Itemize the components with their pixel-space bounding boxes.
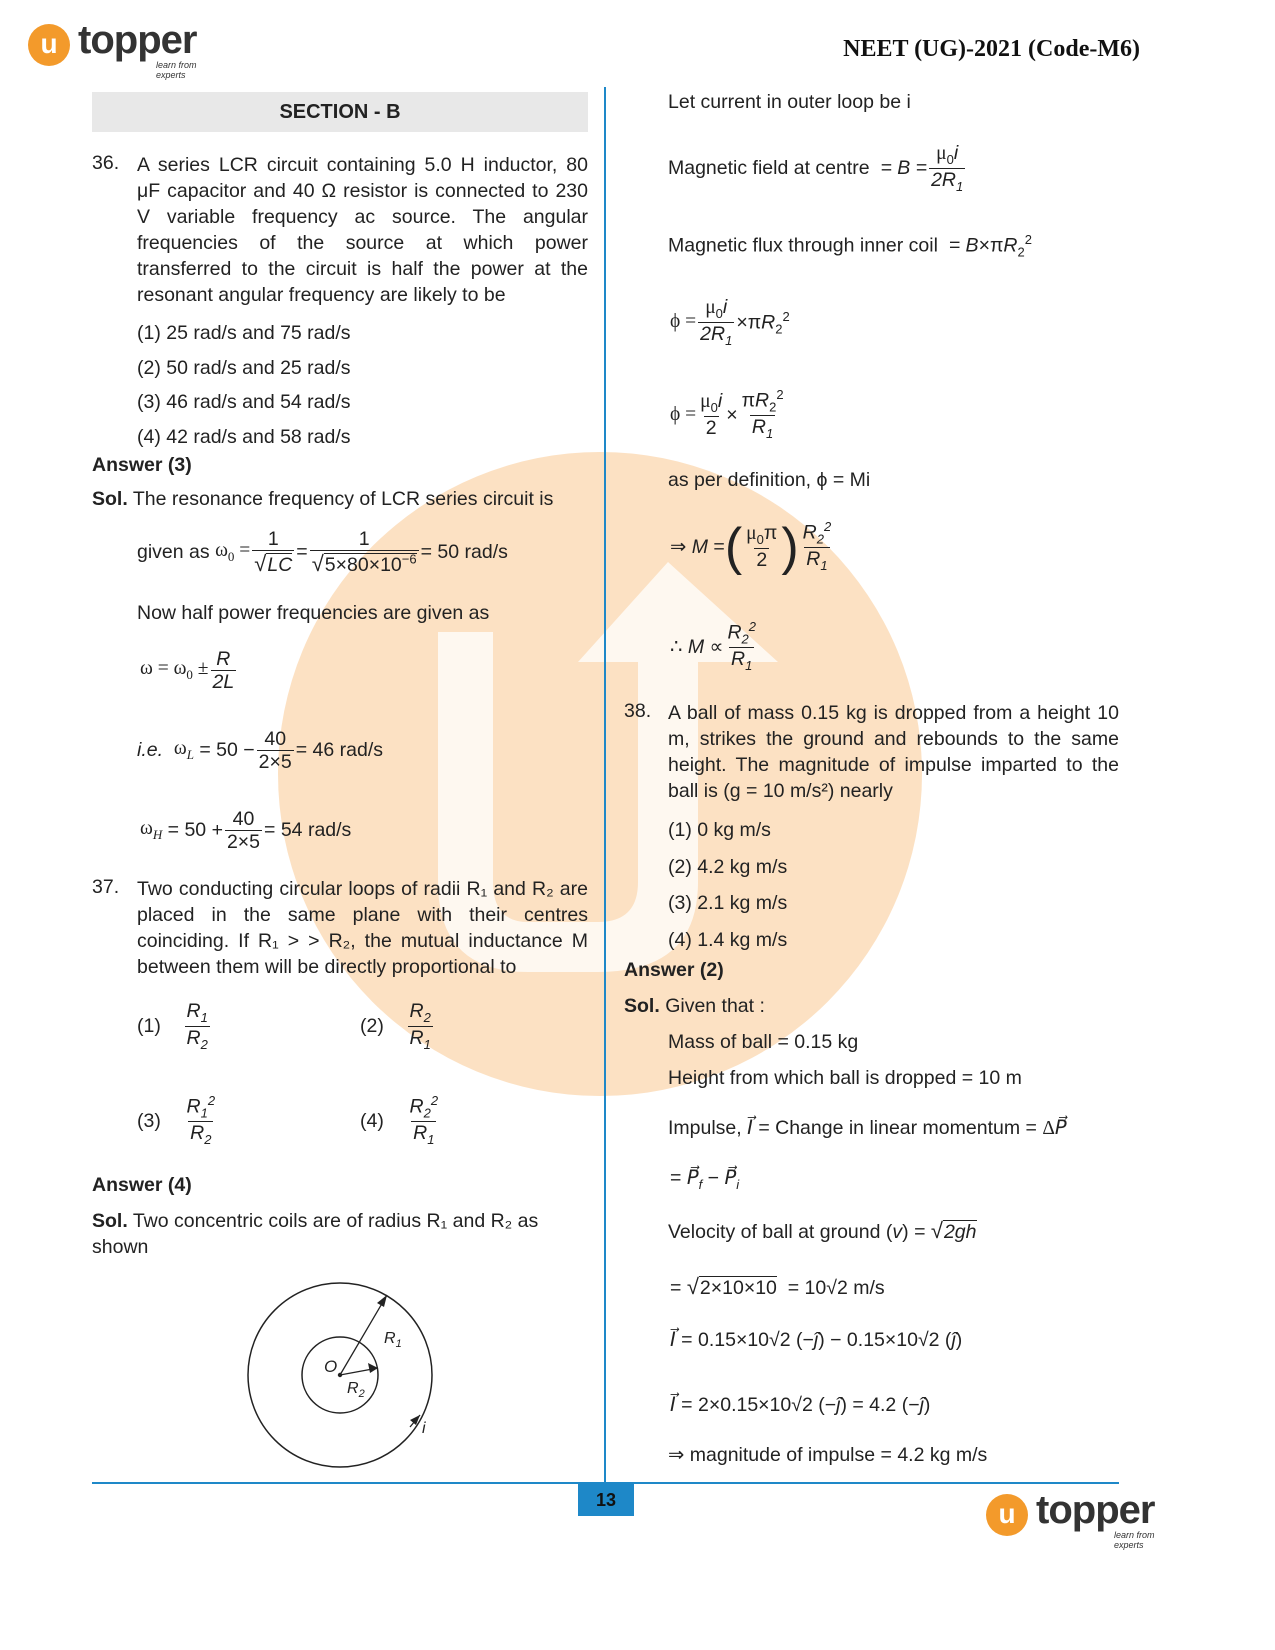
footer-logo-tagline: learn from experts: [1114, 1530, 1155, 1550]
q37-option-2[interactable]: (2) $\frac{R_2}{R_1}$: [360, 1000, 431, 1052]
q36-sol: [92, 488, 553, 511]
q38-options: [668, 812, 787, 958]
r2-label: $R_2$: [347, 1380, 365, 1400]
q38-sol: [624, 995, 765, 1018]
sol-label: Sol.: [92, 488, 128, 510]
q37-proportional: ∴ M ∝ $\frac{R_2^2}{R_1}$: [670, 619, 756, 674]
logo-tagline: learn from experts: [156, 60, 197, 80]
column-divider: [604, 87, 606, 1492]
r1-label: $R_1$: [384, 1330, 402, 1350]
q38-number: 38.: [624, 700, 652, 722]
q37-definition: as per definition, ϕ = Mi: [668, 469, 871, 491]
q38-option-1[interactable]: (1) 0 kg m/s: [668, 819, 771, 841]
q36-text: A series LCR circuit containing 5.0 H inductor, 80 μF capacitor and 40 Ω resistor is connected to 230 V variable frequency ac source. The angular frequencies of the source at which power transferred to the circuit is half the power at the resonant angular frequency are likely to be: [137, 154, 588, 306]
exam-title: NEET (UG)-2021 (Code-M6): [843, 36, 1140, 62]
q37-phi2: ϕ = $\frac{\mu_0i}{2}$ × $\frac{\pi R_2^2}{R_1}$: [670, 387, 784, 442]
q38-answer: Answer (2): [624, 959, 724, 981]
q36-option-1[interactable]: (1) 25 rad/s and 75 rad/s: [137, 322, 351, 344]
q37-phi1: ϕ = $\frac{\mu_0i}{2R_1}$ $\times\pi R_2^2$: [670, 296, 790, 348]
q36-omegaL: i.e. $\omega_L$ = 50 − $\frac{40}{2\times 5}$ = 46 rad/s: [137, 728, 383, 774]
current-label: i: [422, 1420, 426, 1437]
q36-number: 36.: [92, 152, 120, 174]
q38-impulse-calc2: I⃗ = 2×0.15×10√2 (−ĵ) = 4.2 (−ĵ): [670, 1394, 931, 1416]
q37-option-4[interactable]: (4) $\frac{R_2^2}{R_1}$: [360, 1093, 439, 1148]
q36-omegaH: $\omega_H$ = 50 + $\frac{40}{2\times 5}$ = 54 rad/s: [140, 808, 352, 854]
sol-label: Sol.: [92, 1210, 128, 1232]
header-logo: [28, 18, 228, 80]
q37-option-3[interactable]: (3) $\frac{R_1^2}{R_2}$: [137, 1093, 216, 1148]
q38-final: ⇒ magnitude of impulse = 4.2 kg m/s: [668, 1444, 988, 1466]
q36-omega0-formula: given as $\omega_0$ = $\frac{1}{√LC}$ = $\frac{1}{√5\times 80\times 10^{-6}}$ = 50 rad/s: [137, 528, 508, 577]
q37-field: Magnetic field at centre = B = $\frac{\mu_0i}{2R_1}$: [668, 142, 964, 194]
q37-option-1[interactable]: (1) $\frac{R_1}{R_2}$: [137, 1000, 208, 1052]
concentric-coils-diagram: [240, 1275, 440, 1475]
q38-impulse-calc1: I⃗ = 0.15×10√2 (−ĵ) − 0.15×10√2 (ĵ): [670, 1329, 963, 1351]
sol-label: Sol.: [624, 995, 660, 1017]
q37-text: Two conducting circular loops of radii R₁ and R₂ are placed in the same plane with their centres coinciding. If R₁ > > R₂, the mutual inductance M between them will be directly proportional to: [137, 878, 588, 978]
q37-current-line: Let current in outer loop be i: [668, 91, 911, 113]
q36-option-4[interactable]: (4) 42 rad/s and 58 rad/s: [137, 425, 351, 448]
q36-options: [137, 316, 351, 454]
q36-option-3[interactable]: (3) 46 rad/s and 54 rad/s: [137, 391, 351, 413]
q38-momentum-diff: = $P⃗_f$ − $P⃗_i$: [670, 1167, 740, 1192]
logo-icon: u: [28, 24, 70, 66]
q38-option-2[interactable]: (2) 4.2 kg m/s: [668, 855, 788, 878]
footer-logo: [986, 1488, 1176, 1550]
q37-flux: Magnetic flux through inner coil = $B\times\pi R_2^2$: [668, 232, 1032, 260]
q38-option-3[interactable]: (3) 2.1 kg m/s: [668, 892, 788, 914]
q36-omega-formula: $\omega = \omega_0$ ± $\frac{R}{2L}$: [140, 648, 235, 694]
centre-label: O: [324, 1357, 338, 1376]
page-number: 13: [578, 1484, 634, 1516]
q36-option-2[interactable]: (2) 50 rad/s and 25 rad/s: [137, 356, 351, 379]
sol-given: Given that :: [665, 995, 765, 1017]
footer-logo-text: topper: [1036, 1488, 1155, 1532]
q38-text: A ball of mass 0.15 kg is dropped from a height 10 m, strikes the ground and rebounds to the same height. The magnitude of impulse imparted to the ball is (g = 10 m/s²) nearly: [668, 702, 1119, 802]
q38-impulse: Impulse, I⃗ = Change in linear momentum = ΔP⃗: [668, 1117, 1067, 1139]
q37-M-formula: ⇒ M = ( $\frac{\mu_0\pi}{2}$ ) $\frac{R_2^2}{R_1}$: [670, 518, 832, 577]
q38-mass: Mass of ball = 0.15 kg: [668, 1031, 859, 1053]
q37-answer: Answer (4): [92, 1174, 192, 1196]
q37-number: 37.: [92, 876, 120, 898]
q37-sol: [92, 1208, 562, 1260]
section-title: SECTION - B: [92, 92, 588, 132]
q38-velocity: Velocity of ball at ground (v) = √2gh: [668, 1218, 977, 1243]
logo-text: topper: [78, 18, 197, 62]
q36-half-power: Now half power frequencies are given as: [137, 602, 490, 624]
q36-answer: Answer (3): [92, 454, 192, 476]
q38-option-4[interactable]: (4) 1.4 kg m/s: [668, 928, 788, 951]
sol-text: The resonance frequency of LCR series circuit is: [132, 488, 554, 510]
q38-velocity-value: = √2×10×10 = 10√2 m/s: [670, 1274, 885, 1299]
sol-text: Two concentric coils are of radius R₁ and R₂ as shown: [92, 1210, 539, 1258]
q38-height: Height from which ball is dropped = 10 m: [668, 1067, 1022, 1089]
footer-logo-icon: u: [986, 1494, 1028, 1536]
